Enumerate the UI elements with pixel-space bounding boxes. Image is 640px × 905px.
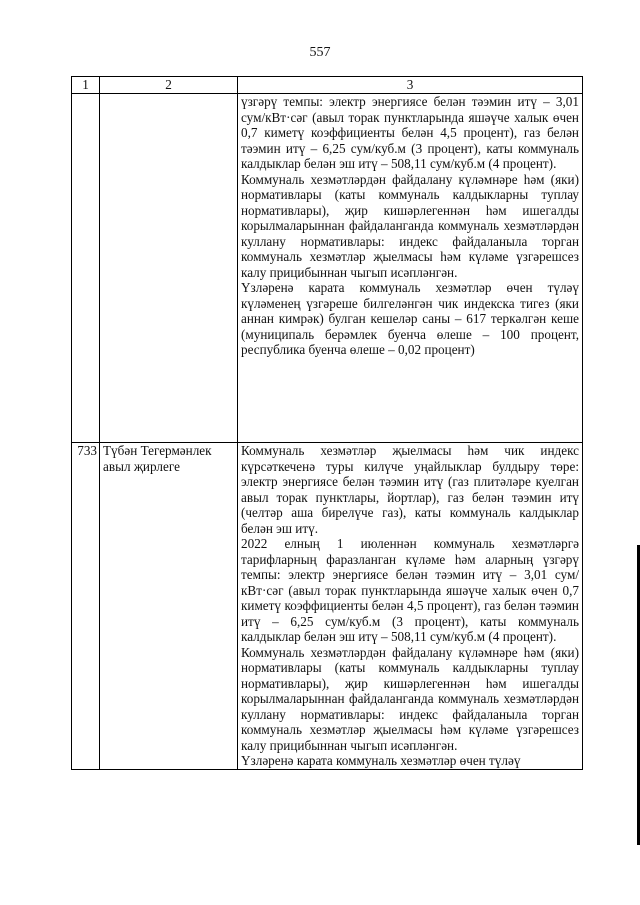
description-paragraph: Коммуналь хезмәтләр җыелмасы һәм чик индекс күрсәткеченә туры килүче уңайлыклар булдыру төре: электр энергиясе белән тәэмин итү (газ плитәләре куелган авыл торак пунктлары, йортлар), газ белән тәэмин итү (челтәр аша бирелүче газ), каты коммуналь калдыклар белән эш итү. bbox=[241, 443, 579, 536]
table-header bbox=[72, 77, 583, 94]
table-row bbox=[72, 443, 583, 770]
header-col-3: 3 bbox=[238, 77, 583, 94]
settlements-table bbox=[71, 76, 583, 770]
row-number bbox=[72, 94, 100, 443]
description-paragraph: Коммуналь хезмәтләрдән файдалану күләмнәре һәм (яки) нормативлары (каты коммуналь калдыкларны туплау нормативлары), җир кишәрлегеннән һәм ишегалды корылмаларыннан файдаланганда коммуналь хезмәтләрдән куллану нормативлары: индекс файдаланыла торган коммуналь хезмәтләр җыелмасы һәм күләме үзгәрешсез калу прицибыннан чыгып исәпләнгән. bbox=[241, 644, 579, 753]
settlement-name: Түбән Тегермәнлек авыл җирлеге bbox=[100, 443, 238, 770]
description-paragraph: 2022 елның 1 июленнән коммуналь хезмәтләргә тарифларның фаразланган күләме һәм аларның үзгәрү темпы: электр энергиясе белән тәэмин итү – 3,01 сум/кВт·сәг (авыл торак пунктларында яшәүче халык өчен 0,7 киметү коэффициенты белән 4,5 процент), газ белән тәэмин итү – 6,25 сум/куб.м (3 процент), каты коммуналь калдыклар белән эш итү – 508,11 сум/куб.м (4 процент). bbox=[241, 536, 579, 644]
description-paragraph: Үзләренә карата коммуналь хезмәтләр өчен түләү bbox=[241, 753, 521, 768]
description-paragraph: Коммуналь хезмәтләрдән файдалану күләмнәре һәм (яки) нормативлары (каты коммуналь калдыкларны туплау нормативлары), җир кишәрлегеннән һәм ишегалды корылмаларыннан файдаланганда коммуналь хезмәтләрдән куллану нормативлары: индекс файдаланыла торган коммуналь хезмәтләр җыелмасы һәм күләме үзгәрешсез калу прицибыннан чыгып исәпләнгән. bbox=[241, 171, 579, 280]
table-row bbox=[72, 94, 583, 443]
description-paragraph: Үзләренә карата коммуналь хезмәтләр өчен түләү күләменең үзгәреше билгеләнгән чик индекска тигез (яки аннан кимрәк) булган кешеләр саны – 617 теркәлгән кеше (муниципаль берәмлек буенча өлеше – 100 процент, республика буенча өлеше – 0,02 процент) bbox=[241, 280, 579, 357]
description-cell bbox=[238, 443, 583, 770]
page-number: 557 bbox=[309, 45, 331, 60]
description-cell bbox=[238, 94, 583, 443]
row-number: 733 bbox=[72, 443, 100, 770]
description-paragraph: үзгәрү темпы: электр энергиясе белән тәэмин итү – 3,01 сум/кВт·сәг (авыл торак пунктларында яшәүче халык өчен 0,7 киметү коэффициенты белән 4,5 процент), газ белән тәэмин итү – 6,25 сум/куб.м (3 процент), каты коммуналь калдыклар белән эш итү – 508,11 сум/куб.м (4 процент). bbox=[241, 94, 579, 171]
settlement-name bbox=[100, 94, 238, 443]
header-col-1: 1 bbox=[72, 77, 100, 94]
header-col-2: 2 bbox=[100, 77, 238, 94]
